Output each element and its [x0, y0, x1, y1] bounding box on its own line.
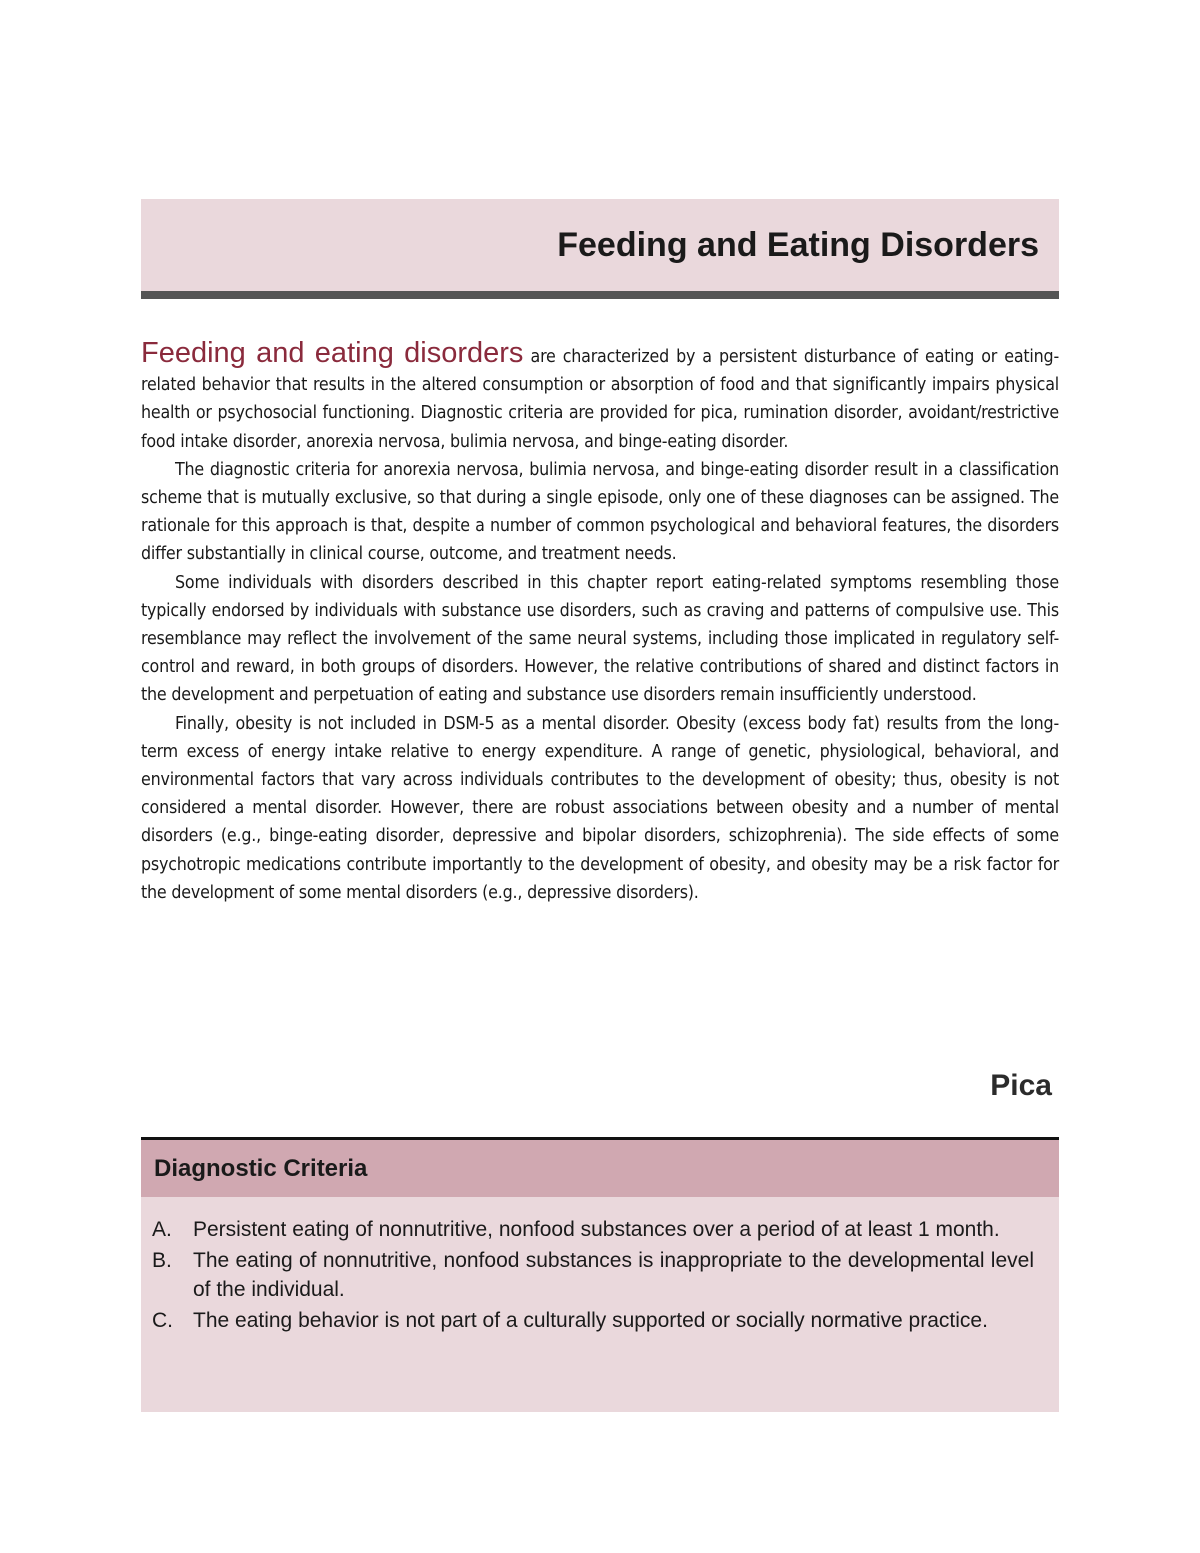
chapter-title: Feeding and Eating Disorders	[557, 226, 1039, 264]
intro-paragraph: Finally, obesity is not included in DSM-5 as a mental disorder. Obesity (excess body fat) results from the long-term excess of energy intake relative to energy expenditure. A range of genetic, physiological, behavioral, and environmental factors that vary across individuals contributes to the development of obesity; thus, obesity is not considered a mental disorder. However, there are robust associations between obesity and a number of mental disorders (e.g., binge-eating disorder, depressive and bipolar disorders, schizophrenia). The side effects of some psychotropic medications contribute importantly to the development of obesity, and obesity may be a risk factor for the development of some mental disorders (e.g., depressive disorders).	[141, 713, 1059, 903]
chapter-introduction	[141, 339, 1059, 907]
criterion-letter: C.	[152, 1309, 173, 1332]
criteria-heading: Diagnostic Criteria	[154, 1155, 368, 1182]
lead-term: Feeding and eating disorders	[141, 337, 524, 369]
criterion-c	[152, 1306, 1034, 1335]
criterion-text: Persistent eating of nonnutritive, nonfood substances over a period of at least 1 month.	[193, 1218, 1000, 1241]
section-title: Pica	[990, 1069, 1052, 1102]
criteria-header	[141, 1140, 1059, 1197]
criterion-b	[152, 1246, 1034, 1304]
chapter-divider	[141, 291, 1059, 299]
intro-paragraph: Some individuals with disorders described in this chapter report eating-related symptoms resembling those typically endorsed by individuals with substance use disorders, such as craving and patterns of compulsive use. This resemblance may reflect the involvement of the same neural systems, including those implicated in regulatory self-control and reward, in both groups of disorders. However, the relative contributions of shared and distinct factors in the development and perpetuation of eating and substance use disorders remain insufficiently understood.	[141, 572, 1059, 706]
diagnostic-criteria-box	[141, 1137, 1059, 1412]
criterion-a	[152, 1215, 1034, 1244]
criterion-letter: B.	[152, 1249, 172, 1272]
intro-paragraph-text: are characterized by a persistent disturbance of eating or eating-related behavior that results in the altered consumption or absorption of food and that significantly impairs physical health or psychosocial functioning. Diagnostic criteria are provided for pica, rumination disorder, avoidant/restrictive food intake disorder, anorexia nervosa, bulimia nervosa, and binge-eating disorder.	[141, 347, 1059, 452]
criterion-text: The eating of nonnutritive, nonfood substances is inappropriate to the developmental level of the individual.	[193, 1249, 1034, 1301]
intro-paragraph	[141, 339, 1059, 456]
chapter-header	[141, 199, 1059, 291]
criterion-letter: A.	[152, 1218, 172, 1241]
criterion-text: The eating behavior is not part of a culturally supported or socially normative practice.	[193, 1309, 988, 1332]
criteria-list	[152, 1215, 1034, 1337]
intro-paragraph: The diagnostic criteria for anorexia nervosa, bulimia nervosa, and binge-eating disorder result in a classification scheme that is mutually exclusive, so that during a single episode, only one of these diagnoses can be assigned. The rationale for this approach is that, despite a number of common psychological and behavioral features, the disorders differ substantially in clinical course, outcome, and treatment needs.	[141, 459, 1059, 565]
